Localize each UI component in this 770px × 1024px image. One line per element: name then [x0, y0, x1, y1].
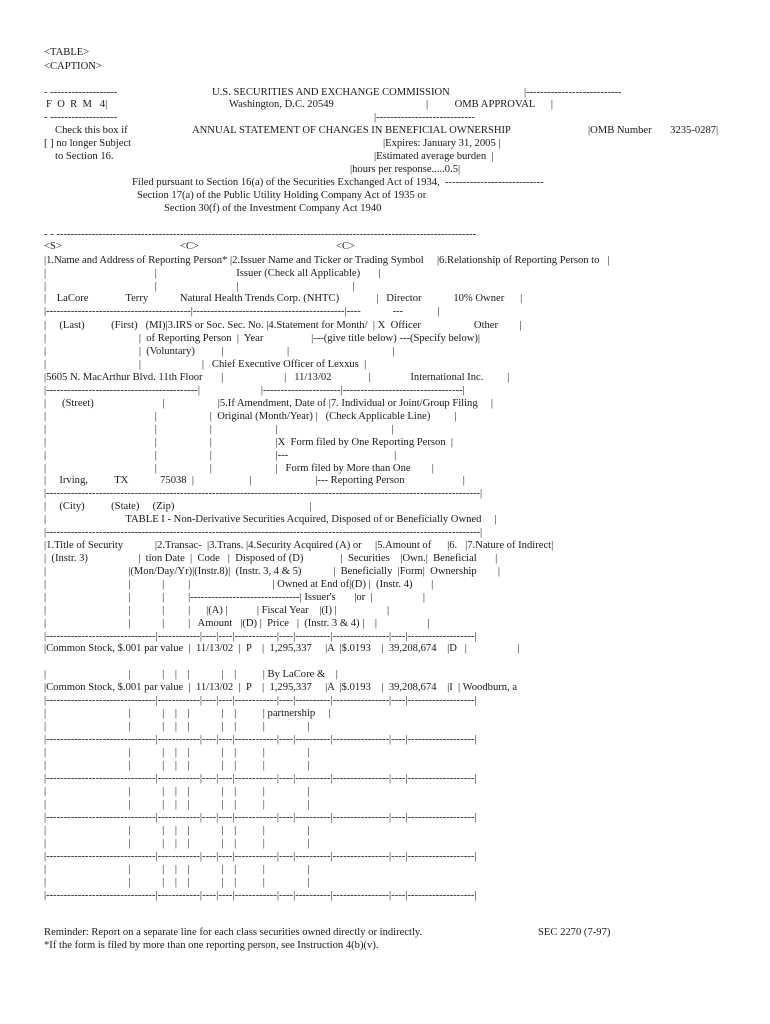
- table-rule: |-------------------------------|------------|----|----|------------|----|----------|----------------|----|-------------------|: [44, 695, 477, 706]
- table-rule: |-------------------------------|------------|----|----|------------|----|----------|----------------|----|-------------------|: [44, 631, 477, 642]
- s-tag: <S>: [44, 241, 62, 252]
- city-state-zip-row: | Irving, TX 75038 | | |--- Reporting Person |: [44, 475, 465, 486]
- table-row: | | | | | | | | |: [44, 825, 310, 836]
- reporting-person-row: | LaCore Terry Natural Health Trends Corp. (NHTC) | Director 10% Owner |: [44, 293, 523, 304]
- box-rule: |-------------------------------------------| |----------------------|----------------------------------|: [44, 385, 465, 396]
- address-row: |5605 N. MacArthur Blvd. 11th Floor | | 11/13/02 | International Inc. |: [44, 372, 510, 383]
- table-row: | | | | | | | | |: [44, 864, 310, 875]
- table-rule: |-------------------------------|------------|----|----|------------|----|----------|----------------|----|-------------------|: [44, 773, 477, 784]
- no-longer-subject-checkbox[interactable]: [ ] no longer Subject: [44, 138, 132, 149]
- table-row: | | | | | | | | |: [44, 877, 310, 888]
- sec-address: Washington, D.C. 20549: [229, 99, 334, 110]
- box-headers-5-7: | (Street) | |5.If Amendment, Date of |7. Individual or Joint/Group Filing |: [44, 398, 494, 409]
- filed-pursuant-line1: Filed pursuant to Section 16(a) of the Securities Exchanged Act of 1934, ----------------------------: [132, 177, 544, 188]
- section-divider: - - -----------------------------------------------------------------------------------------------------------------------: [44, 229, 477, 240]
- rule-line: - -------------------: [44, 87, 118, 98]
- box-row: | | of Reporting Person | Year |---(give title below) ---(Specify below)|: [44, 333, 481, 344]
- table-rule: |-------------------------------|------------|----|----|------------|----|----------|----------------|----|-------------------|: [44, 812, 477, 823]
- table-rule: |-------------------------------|------------|----|----|------------|----|----------|----------------|----|-------------------|: [44, 734, 477, 745]
- table-row: | | | | | | | | By LaCore & |: [44, 669, 338, 680]
- table-rule: |---------------------------------------------------------------------------------------------------------------------------|: [44, 527, 483, 538]
- checkbox-label-line3: to Section 16.: [55, 151, 114, 162]
- table-header-row: | | | | | Owned at End of|(D) | (Instr. 4) |: [44, 579, 434, 590]
- table-row: |Common Stock, $.001 par value | 11/13/02 | P | 1,295,337 |A |$.0193 | 39,208,674 |D | |: [44, 643, 520, 654]
- sec-heading: U.S. SECURITIES AND EXCHANGE COMMISSION: [212, 87, 450, 98]
- box-rule: |---------------------------------------------------------------------------------------------------------------------------|: [44, 488, 483, 499]
- footnote: *If the form is filed by more than one reporting person, see Instruction 4(b)(v).: [44, 940, 379, 951]
- c-tag: <C>: [180, 241, 200, 252]
- reminder-note: Reminder: Report on a separate line for each class securities owned directly or indirectly.: [44, 927, 423, 938]
- box-headers-3-4: | (Last) (First) (MI)|3.IRS or Soc. Sec. No. |4.Statement for Month/ | X Officer Other |: [44, 320, 522, 331]
- table-header-row: | | | | |(A) | | Fiscal Year |(I) | |: [44, 605, 390, 616]
- box-rule: |-----------------------------------------|-------------------------------------------|---- --- |: [44, 306, 440, 317]
- table-header-row: |1.Title of Security |2.Transac- |3.Trans. |4.Security Acquired (A) or |5.Amount of |6. |7.Nature of Indirect|: [44, 540, 554, 551]
- omb-number: |OMB Number 3235-0287|: [588, 125, 719, 136]
- rule-line: - -------------------: [44, 112, 118, 123]
- officer-title-row: | | | Chief Executive Officer of Lexxus |: [44, 359, 367, 370]
- box-row: | | | Original (Month/Year) | (Check Applicable Line) |: [44, 411, 457, 422]
- table-header-row: | (Instr. 3) | tion Date | Code | Disposed of (D) | Securities |Own.| Beneficial |: [44, 553, 498, 564]
- c-tag: <C>: [336, 241, 356, 252]
- box-row: | (City) (State) (Zip) |: [44, 501, 312, 512]
- table-tag: <TABLE>: [44, 47, 90, 58]
- table-row: | | | | | | | | |: [44, 799, 310, 810]
- table-row: |Common Stock, $.001 par value | 11/13/02 | P | 1,295,337 |A |$.0193 | 39,208,674 |I | Woodburn, a: [44, 682, 518, 693]
- table-row: | | | | | | | | |: [44, 721, 310, 732]
- table-header-row: | | | |-------------------------------| Issuer's |or | |: [44, 592, 426, 603]
- omb-box-top: |---------------------------: [524, 87, 622, 98]
- box-row: | | | |--- |: [44, 450, 397, 461]
- table-row: | | | | | | | | partnership |: [44, 708, 331, 719]
- checkbox-label-line1: Check this box if: [55, 125, 128, 136]
- caption-tag: <CAPTION>: [44, 61, 102, 72]
- box-row: | | Issuer (Check all Applicable) |: [44, 268, 381, 279]
- omb-expires: |Expires: January 31, 2005 |: [383, 138, 501, 149]
- statement-title: ANNUAL STATEMENT OF CHANGES IN BENEFICIAL OWNERSHIP: [192, 125, 511, 136]
- table-row: | | | | | | | | |: [44, 786, 310, 797]
- filed-pursuant-line2: Section 17(a) of the Public Utility Holding Company Act of 1935 or: [137, 190, 427, 201]
- omb-hours: |hours per response.....0.5|: [350, 164, 461, 175]
- table-row: | | | | | | | | |: [44, 760, 310, 771]
- table-rule: |-------------------------------|------------|----|----|------------|----|----------|----------------|----|-------------------|: [44, 890, 477, 901]
- box-row: | | | | |: [44, 424, 394, 435]
- box-row: | | (Voluntary) | | |: [44, 346, 395, 357]
- box-row: | | | |: [44, 281, 355, 292]
- form-code: SEC 2270 (7-97): [538, 927, 611, 938]
- table-row: | | | | | | | | |: [44, 838, 310, 849]
- box-headers-1-2-6: |1.Name and Address of Reporting Person* |2.Issuer Name and Ticker or Trading Symbol |6.Relationship of Reporting Person to |: [44, 255, 610, 266]
- filed-pursuant-line3: Section 30(f) of the Investment Company Act 1940: [164, 203, 382, 214]
- filing-option-one: | | | |X Form filed by One Reporting Person |: [44, 437, 454, 448]
- omb-approval: | OMB APPROVAL |: [426, 99, 553, 110]
- omb-box-rule: |----------------------------: [374, 112, 475, 123]
- table-rule: |-------------------------------|------------|----|----|------------|----|----------|----------------|----|-------------------|: [44, 851, 477, 862]
- omb-burden: |Estimated average burden |: [374, 151, 494, 162]
- table-row: | | | | | | | | |: [44, 747, 310, 758]
- table-1-title: | TABLE I - Non-Derivative Securities Acquired, Disposed of or Beneficially Owned |: [44, 514, 497, 525]
- form-title: F O R M 4|: [46, 99, 108, 110]
- filing-option-more: | | | | Form filed by More than One |: [44, 463, 434, 474]
- table-header-row: | | | | Amount |(D) | Price | (Instr. 3 & 4) | | |: [44, 618, 430, 629]
- table-header-row: | |(Mon/Day/Yr)|(Instr.8)| (Instr. 3, 4 & 5) | Beneficially |Form| Ownership |: [44, 566, 500, 577]
